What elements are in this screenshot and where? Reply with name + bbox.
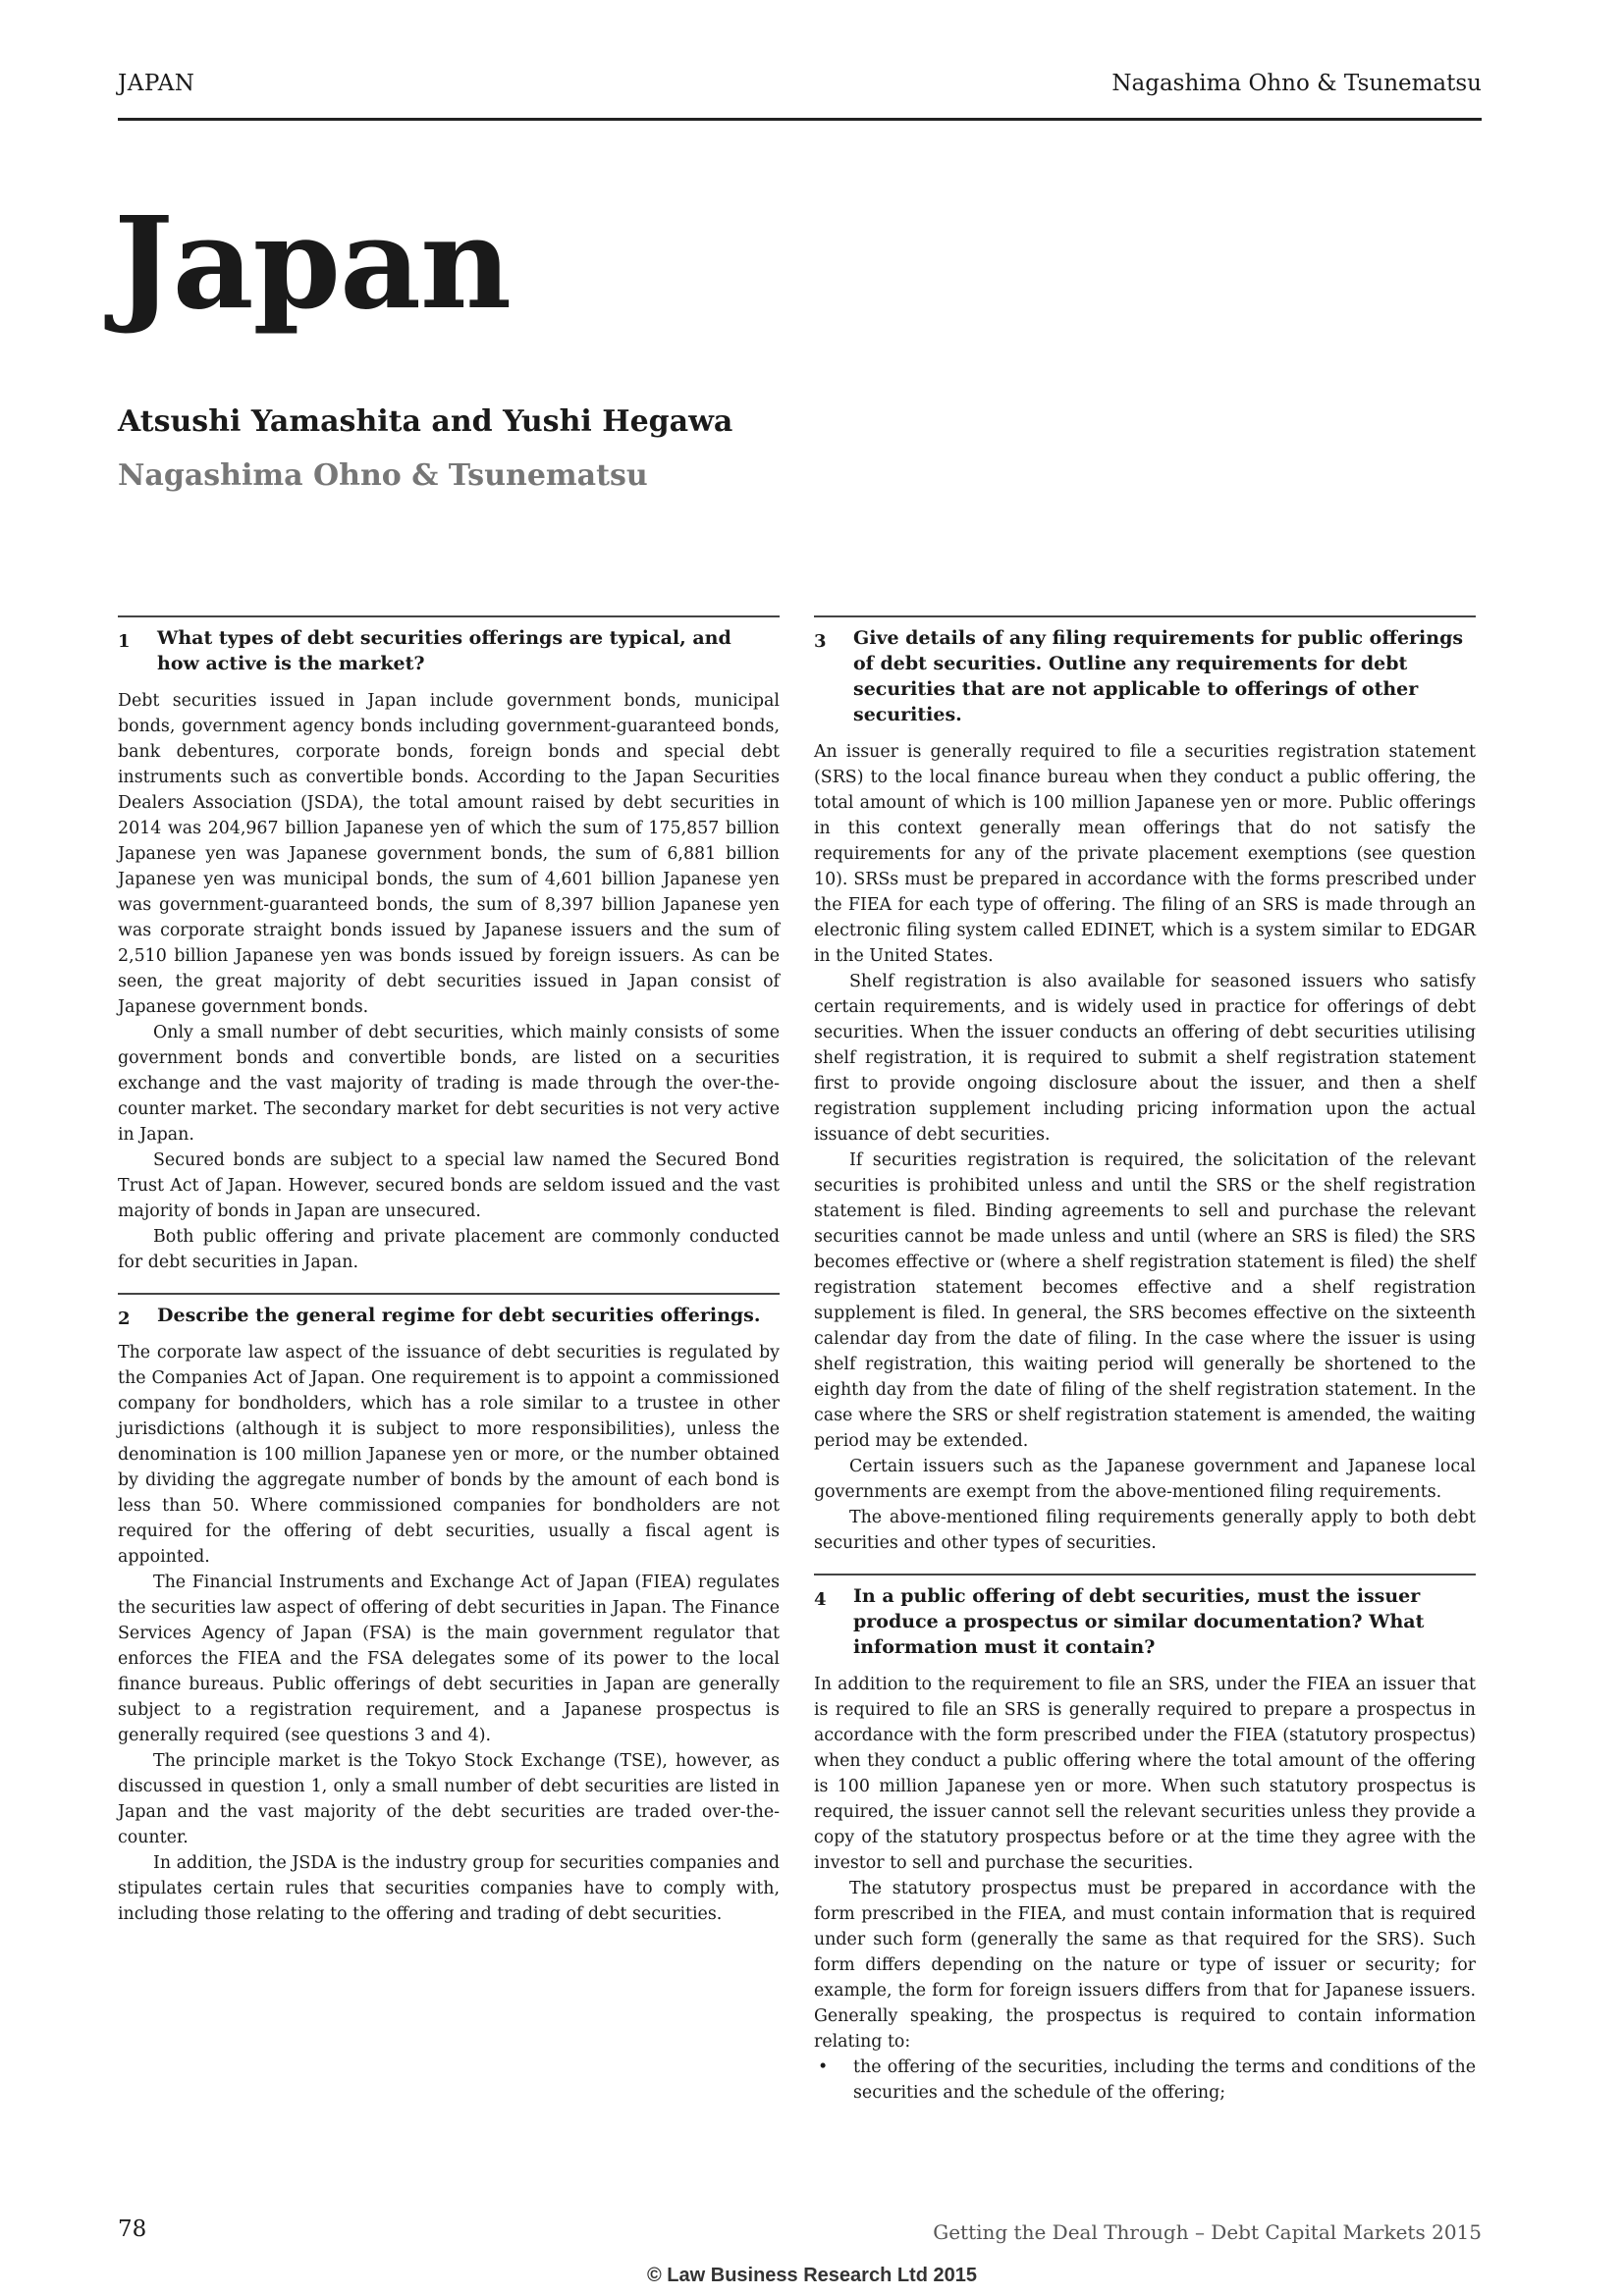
question-number: 2 — [118, 1308, 131, 1329]
question-text: In a public offering of debt securities, must the issuer produce a prospectus or similar documentation? What information must it contain? — [853, 1585, 1425, 1658]
author-firm: Nagashima Ohno & Tsunematsu — [118, 458, 648, 493]
question-2-heading — [118, 1293, 780, 1336]
publication-name: Getting the Deal Through – Debt Capital Markets 2015 — [933, 2220, 1482, 2244]
bullet-item: • the offering of the securities, including the terms and conditions of the securities and the schedule of the offering; — [814, 2055, 1476, 2106]
paragraph: The above-mentioned filing requirements generally apply to both debt securities and other types of securities. — [814, 1508, 1476, 1553]
authors: Atsushi Yamashita and Yushi Hegawa — [118, 404, 733, 439]
paragraph: Certain issuers such as the Japanese government and Japanese local governments are exempt from the above-mentioned filing requirements. — [814, 1457, 1476, 1502]
question-4-heading — [814, 1574, 1476, 1668]
paragraph: The Financial Instruments and Exchange Act of Japan (FIEA) regulates the securities law aspect of offering of debt securities in Japan. The Finance Services Agency of Japan (FSA) is the main government regulator that enforces the FIEA and the FSA delegates some of its power to the local finance bureaus. Public offerings of debt securities in Japan are generally subject to a registration requirement, and a Japanese prospectus is generally required (see questions 3 and 4). — [118, 1573, 780, 1745]
right-column — [814, 615, 1476, 2106]
left-column — [118, 615, 780, 1927]
paragraph: An issuer is generally required to file a securities registration statement (SRS) to the local finance bureau when they conduct a public offering, the total amount of which is 100 million Japanese yen or more. Public offerings in this context generally mean offerings that do not satisfy the requirements for any of the private placement exemptions (see question 10). SRSs must be prepared in accordance with the forms prescribed under the FIEA for each type of offering. The filing of an SRS is made through an electronic filing system called EDINET, which is a system similar to EDGAR in the United States. — [814, 742, 1476, 966]
question-number: 4 — [814, 1589, 827, 1610]
paragraph: In addition to the requirement to file an SRS, under the FIEA an issuer that is required to file an SRS is generally required to prepare a prospectus in accordance with the form prescribed under the FIEA (statutory prospectus) when they conduct a public offering where the total amount of the offering is 100 million Japanese yen or more. When such statutory prospectus is required, the issuer cannot sell the relevant securities unless they provide a copy of the statutory prospectus before or at the time they agree with the investor to sell and purchase the securities. — [814, 1675, 1476, 1873]
question-text: Describe the general regime for debt securities offerings. — [157, 1305, 761, 1326]
copyright-notice: © Law Business Research Ltd 2015 — [647, 2265, 977, 2286]
paragraph: Both public offering and private placement are commonly conducted for debt securities in Japan. — [118, 1227, 780, 1272]
question-3-heading — [814, 615, 1476, 735]
page-number: 78 — [118, 2216, 147, 2242]
question-number: 1 — [118, 631, 131, 652]
question-text: Give details of any filing requirements for public offerings of debt securities. Outline any requirements for debt securities that are not applicable to offerings of other securities. — [853, 627, 1464, 725]
question-1-heading — [118, 615, 780, 684]
paragraph: Debt securities issued in Japan include government bonds, municipal bonds, government agency bonds including government-guaranteed bonds, bank debentures, corporate bonds, foreign bonds and special debt instruments such as convertible bonds. According to the Japan Securities Dealers Association (JSDA), the total amount raised by debt securities in 2014 was 204,967 billion Japanese yen of which the sum of 175,857 billion Japanese yen was Japanese government bonds, the sum of 6,881 billion Japanese yen was municipal bonds, the sum of 4,601 billion Japanese yen was government-guaranteed bonds, the sum of 8,397 billion Japanese yen was corporate straight bonds issued by Japanese issuers and the sum of 2,510 billion Japanese yen was bonds issued by foreign issuers. As can be seen, the great majority of debt securities issued in Japan consist of Japanese government bonds. — [118, 691, 780, 1017]
question-number: 3 — [814, 631, 827, 652]
paragraph: Secured bonds are subject to a special law named the Secured Bond Trust Act of Japan. However, secured bonds are seldom issued and the vast majority of bonds in Japan are unsecured. — [118, 1150, 780, 1221]
header-firm: Nagashima Ohno & Tsunematsu — [1111, 71, 1482, 96]
chapter-title: Japan — [114, 190, 511, 338]
running-header — [118, 61, 1482, 121]
question-text: What types of debt securities offerings are typical, and how active is the market? — [157, 627, 731, 674]
paragraph: In addition, the JSDA is the industry group for securities companies and stipulates certain rules that securities companies have to comply with, including those relating to the offering and trading of debt securities. — [118, 1853, 780, 1924]
paragraph: The principle market is the Tokyo Stock Exchange (TSE), however, as discussed in question 1, only a small number of debt securities are listed in Japan and the vast majority of the debt securities are traded over-the-counter. — [118, 1751, 780, 1847]
paragraph: If securities registration is required, the solicitation of the relevant securities is prohibited unless and until the SRS or the shelf registration statement is filed. Binding agreements to sell and purchase the relevant securities cannot be made unless and until (where an SRS is filed) the SRS becomes effective or (where a shelf registration statement is filed) the shelf registration statement becomes effective and a shelf registration supplement is filed. In general, the SRS becomes effective on the sixteenth calendar day from the date of filing. In the case where the issuer is using shelf registration, this waiting period will generally be shortened to the eighth day from the date of filing of the shelf registration statement. In the case where the SRS or shelf registration statement is amended, the waiting period may be extended. — [814, 1150, 1476, 1451]
bullet-list — [814, 2055, 1476, 2106]
header-country: JAPAN — [118, 71, 195, 96]
paragraph: The statutory prospectus must be prepared in accordance with the form prescribed in the FIEA, and must contain information that is required under such form (generally the same as that required for the SRS). Such form differs depending on the nature or type of issuer or security; for example, the form for foreign issuers differs from that for Japanese issuers. Generally speaking, the prospectus is required to contain information relating to: — [814, 1879, 1476, 2052]
paragraph: The corporate law aspect of the issuance of debt securities is regulated by the Companies Act of Japan. One requirement is to appoint a commissioned company for bondholders, which has a role similar to a trustee in other jurisdictions (although it is subject to more responsibilities), unless the denomination is 100 million Japanese yen or more, or the number obtained by dividing the aggregate number of bonds by the amount of each bond is less than 50. Where commissioned companies for bondholders are not required for the offering of debt securities, usually a fiscal agent is appointed. — [118, 1343, 780, 1567]
paragraph: Only a small number of debt securities, which mainly consists of some government bonds and convertible bonds, are listed on a securities exchange and the vast majority of trading is made through the over-the-counter market. The secondary market for debt securities is not very active in Japan. — [118, 1023, 780, 1145]
paragraph: Shelf registration is also available for seasoned issuers who satisfy certain requirements, and is widely used in practice for offerings of debt securities. When the issuer conducts an offering of debt securities utilising shelf registration, it is required to submit a shelf registration statement first to provide ongoing disclosure about the issuer, and then a shelf registration supplement including pricing information upon the actual issuance of debt securities. — [814, 972, 1476, 1145]
